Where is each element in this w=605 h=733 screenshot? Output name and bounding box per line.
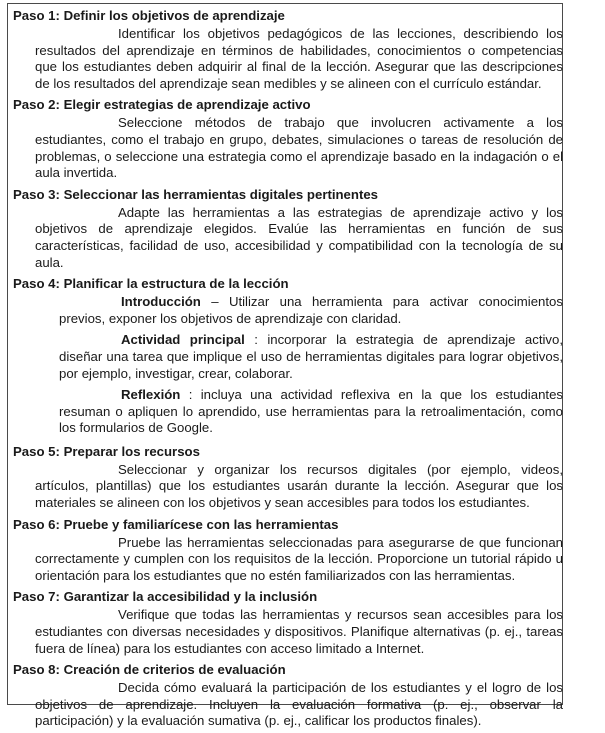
step-title: Paso 8: Creación de criterios de evaluación xyxy=(13,662,286,678)
subitem-label: Actividad principal xyxy=(121,332,245,348)
step-3 xyxy=(13,185,562,271)
step-title: Paso 5: Preparar los recursos xyxy=(13,443,200,459)
step-body: Seleccione métodos de trabajo que involucren activamente a los estudiantes, como el trabajo en grupo, debates, simulaciones o tareas de resolución de problemas, o seleccione una estrategia como el aprendizaje basado en la indagación o el aula invertida. xyxy=(35,115,563,181)
step-title: Paso 6: Pruebe y familiarícese con las herramientas xyxy=(13,516,339,532)
lesson-planning-steps xyxy=(13,6,562,733)
subitem-reflexion xyxy=(59,387,563,437)
step-5 xyxy=(13,442,562,512)
step-title: Paso 4: Planificar la estructura de la lección xyxy=(13,276,289,292)
step-body: Decida cómo evaluará la participación de los estudiantes y el logro de los objetivos de aprendizaje. Incluyen la evaluación formativa (p. ej., observar la participación) y la evaluación sumativa (p. ej., calificar los productos finales). xyxy=(35,680,563,729)
subitem-text: incluya una actividad reflexiva en la que los estudiantes resuman o apliquen lo aprendido, use herramientas para la retroalimentación, como los formularios de Google. xyxy=(59,387,563,436)
step-title: Paso 3: Seleccionar las herramientas digitales pertinentes xyxy=(13,186,379,202)
step-4 xyxy=(13,274,562,437)
step-7 xyxy=(13,587,562,657)
subitem-separator: – xyxy=(200,294,229,310)
step-body: Seleccionar y organizar los recursos digitales (por ejemplo, videos, artículos, plantillas) que los estudiantes usarán durante la lección. Asegurar que los materiales se alineen con los objetivos y sean accesibles para todos los estudiantes. xyxy=(35,461,563,511)
subitem-actividad-principal xyxy=(59,332,563,382)
subitem-label: Reflexión xyxy=(121,387,181,403)
subitem-introduccion xyxy=(59,294,563,327)
step-title: Paso 1: Definir los objetivos de aprendizaje xyxy=(13,8,285,23)
step-title: Paso 7: Garantizar la accesibilidad y la inclusión xyxy=(13,589,318,605)
subitem-label: Introducción xyxy=(121,294,201,310)
subitem-text: incorporar la estrategia de aprendizaje activo, diseñar una tarea que implique el uso de herramientas digitales para lograr objetivos, por ejemplo, investigar, crear, colaborar. xyxy=(59,332,564,381)
subitem-separator: : xyxy=(180,387,201,403)
subitem-text: Utilizar una herramienta para activar conocimientos previos, exponer los objetivos de aprendizaje con claridad. xyxy=(59,294,563,326)
step-6 xyxy=(13,515,562,585)
step-title: Paso 2: Elegir estrategias de aprendizaje activo xyxy=(13,97,311,113)
step-8 xyxy=(13,660,562,730)
step-2 xyxy=(13,95,562,181)
subitem-separator: : xyxy=(244,332,268,348)
step-1 xyxy=(13,6,562,92)
step-body: Identificar los objetivos pedagógicos de las lecciones, describiendo los resultados del aprendizaje en términos de habilidades, conocimientos o competencias que los estudiantes deben adquirir al final de la lección. Asegurar que las descripciones de los resultados del aprendizaje sean medibles y se alineen con el currículo estándar. xyxy=(35,26,563,91)
step-body: Pruebe las herramientas seleccionadas para asegurarse de que funcionan correctamente y cumplen con los requisitos de la lección. Proporcione un tutorial rápido u orientación para los estudiantes que no estén familiarizados con las herramientas. xyxy=(35,534,563,583)
step-body: Adapte las herramientas a las estrategias de aprendizaje activo y los objetivos de aprendizaje elegidos. Evalúe las herramientas en función de sus características, facilidad de uso, accesibilidad y compatibilidad con la tecnología de su aula. xyxy=(35,204,563,270)
step-body: Verifique que todas las herramientas y recursos sean accesibles para los estudiantes con diversas necesidades y dispositivos. Planifique alternativas (p. ej., tareas fuera de línea) para los estudiantes con acceso limitado a Internet. xyxy=(35,607,563,656)
